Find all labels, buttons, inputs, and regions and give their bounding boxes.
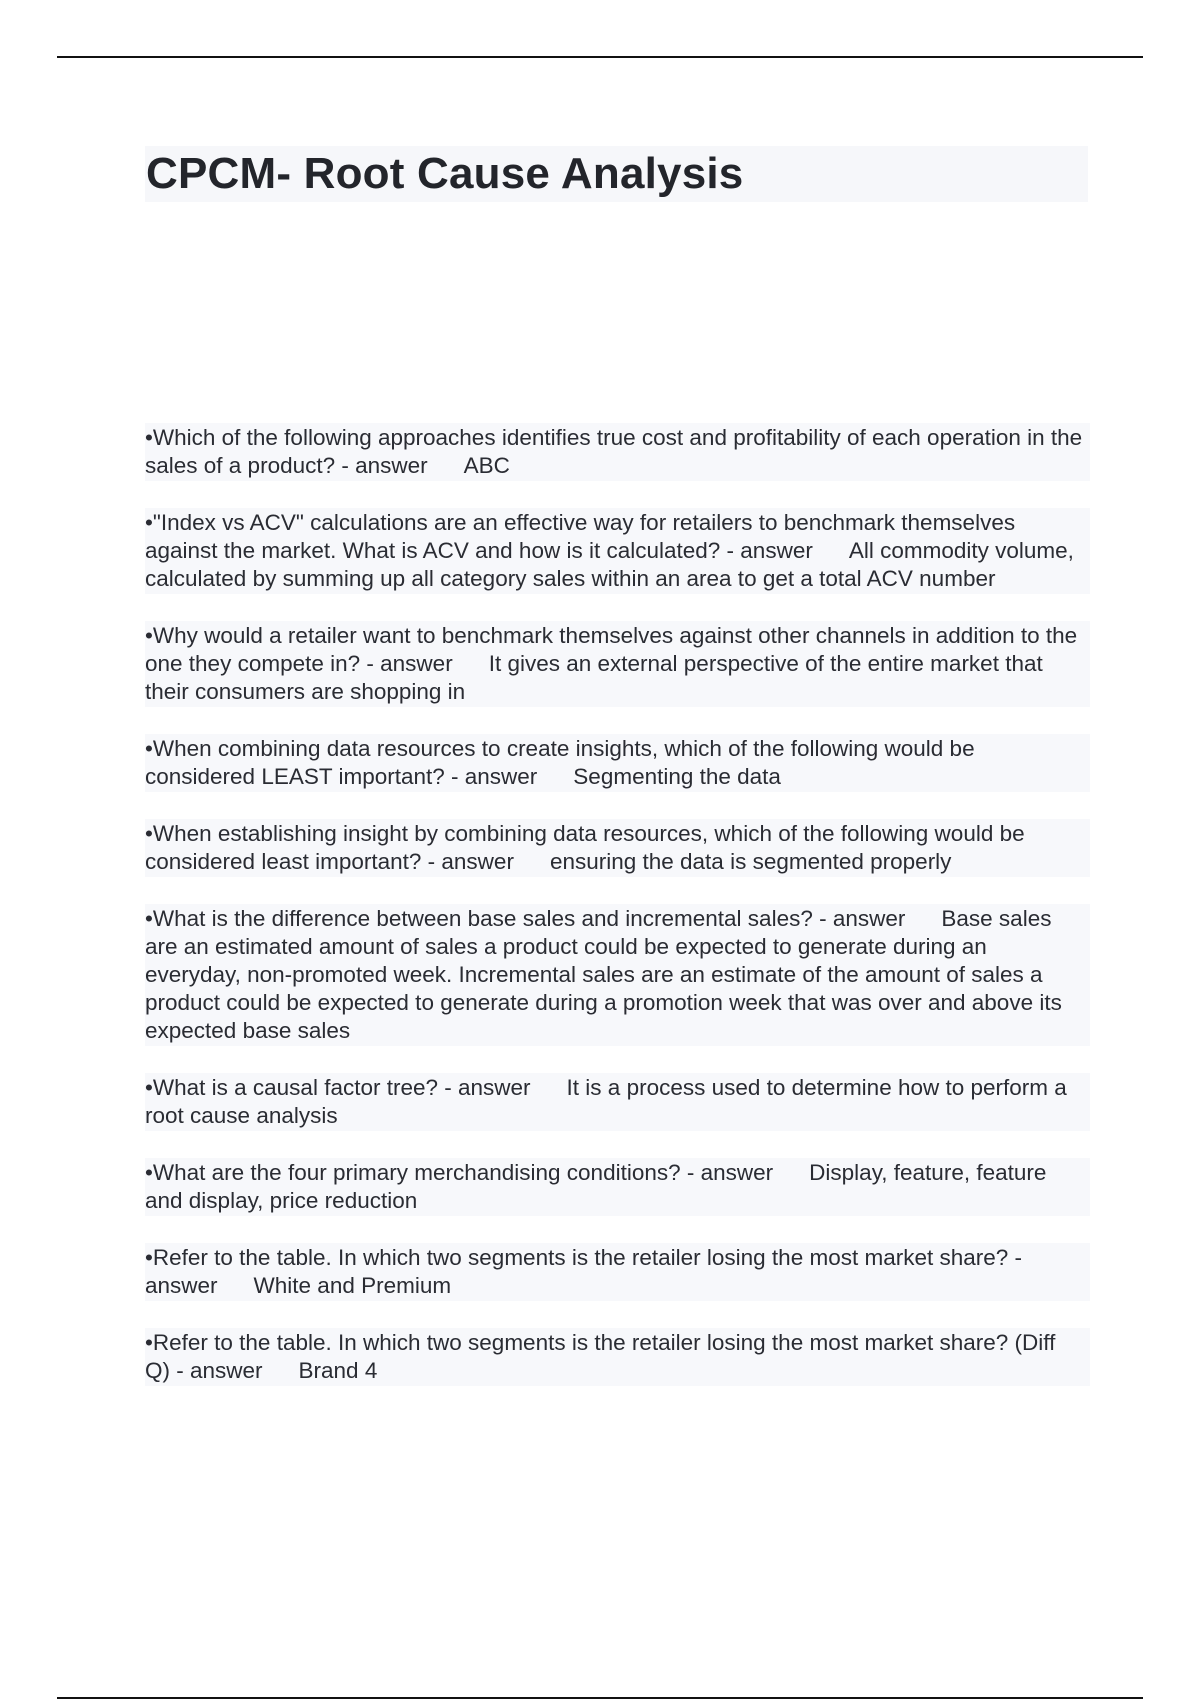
- answer-text: Brand 4: [298, 1358, 378, 1383]
- answer-separator: - answer: [145, 1245, 1023, 1298]
- answer-separator: - answer: [360, 651, 453, 676]
- question-text: •What are the four primary merchandising conditions?: [145, 1160, 681, 1185]
- qa-list: [145, 423, 1090, 1413]
- answer-text: Display, feature, feature and display, price reduction: [145, 1160, 1047, 1213]
- qa-item: [145, 508, 1090, 594]
- answer-separator: - answer: [421, 849, 514, 874]
- answer-separator: - answer: [444, 764, 538, 789]
- qa-item: [145, 904, 1090, 1046]
- qa-item: [145, 1328, 1090, 1386]
- answer-text: It is a process used to determine how to perform a root cause analysis: [145, 1075, 1067, 1128]
- answer-text: All commodity volume, calculated by summing up all category sales within an area to get a total ACV number: [145, 538, 1074, 591]
- question-text: •What is the difference between base sales and incremental sales?: [145, 906, 813, 931]
- qa-item: [145, 621, 1090, 707]
- answer-separator: - answer: [438, 1075, 531, 1100]
- question-text: •"Index vs ACV" calculations are an effective way for retailers to benchmark themselves against the market. What is ACV and how is it calculated?: [145, 510, 1016, 563]
- answer-separator: - answer: [680, 1160, 774, 1185]
- answer-text: ensuring the data is segmented properly: [549, 849, 952, 874]
- qa-item: [145, 819, 1090, 877]
- question-text: •When combining data resources to create insights, which of the following would be considered LEAST important?: [145, 736, 975, 789]
- answer-text: ABC: [463, 453, 510, 478]
- question-text: •Which of the following approaches identifies true cost and profitability of each operation in the sales of a product?: [145, 425, 1083, 478]
- question-text: •Why would a retailer want to benchmark themselves against other channels in addition to the one they compete in?: [145, 623, 1078, 676]
- qa-item: [145, 734, 1090, 792]
- question-text: •Refer to the table. In which two segments is the retailer losing the most market share? (Diff Q): [145, 1330, 1056, 1383]
- answer-text: Base sales are an estimated amount of sales a product could be expected to generate during an everyday, non-promoted week. Incremental sales are an estimate of the amount of sales a product could be expected to generate during a promotion week that was over and above its expected base sales: [145, 906, 1062, 1043]
- answer-text: Segmenting the data: [573, 764, 781, 789]
- answer-separator: - answer: [335, 453, 428, 478]
- question-text: •What is a causal factor tree?: [145, 1075, 439, 1100]
- bottom-rule: [57, 1697, 1143, 1699]
- document-title: CPCM- Root Cause Analysis: [146, 149, 744, 198]
- answer-separator: - answer: [170, 1358, 263, 1383]
- answer-text: White and Premium: [253, 1273, 452, 1298]
- question-text: •When establishing insight by combining data resources, which of the following would be considered least important?: [145, 821, 1025, 874]
- answer-text: It gives an external perspective of the entire market that their consumers are shopping in: [145, 651, 1043, 704]
- top-rule: [57, 56, 1143, 58]
- question-text: •Refer to the table. In which two segments is the retailer losing the most market share?: [145, 1245, 1009, 1270]
- qa-item: [145, 1158, 1090, 1216]
- qa-item: [145, 1073, 1090, 1131]
- qa-item: [145, 1243, 1090, 1301]
- answer-separator: - answer: [812, 906, 906, 931]
- qa-item: [145, 423, 1090, 481]
- answer-separator: - answer: [720, 538, 813, 563]
